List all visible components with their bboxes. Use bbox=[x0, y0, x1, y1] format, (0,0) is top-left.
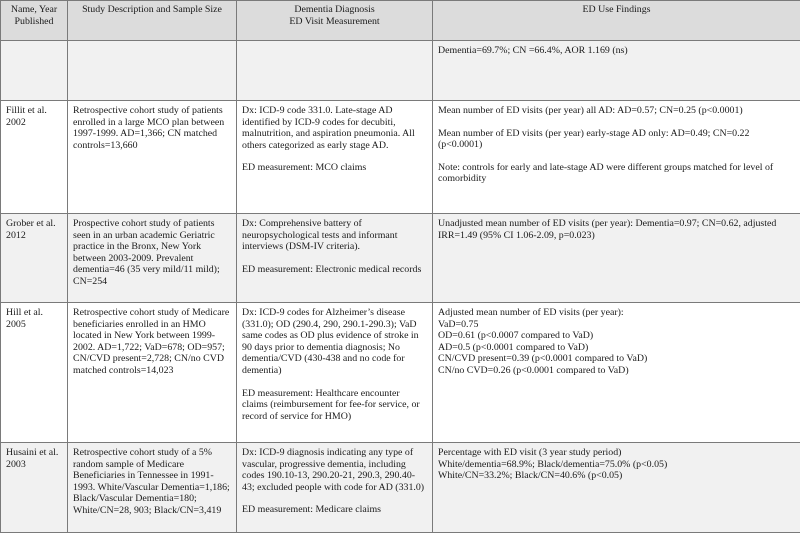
cell-findings: Percentage with ED visit (3 year study period) White/dementia=68.9%; Black/dementia=75.0% (p<0.05) White/CN=33.2%; Black/CN=40.6% (p<0.05) bbox=[433, 443, 800, 533]
cell-name: Grober et al. 2012 bbox=[1, 214, 68, 303]
cell-name bbox=[1, 41, 68, 101]
cell-findings: Adjusted mean number of ED visits (per year): VaD=0.75 OD=0.61 (p<0.0007 compared to VaD) AD=0.5 (p<0.0001 compared to VaD) CN/CVD present=0.39 (p<0.0001 compared to VaD) CN/no CVD=0.26 (p<0.0001 compared to VaD) bbox=[433, 303, 800, 443]
cell-diagnosis: Dx: ICD-9 diagnosis indicating any type of vascular, progressive dementia, including codes 190.10-13, 290.20-21, 290.3, 290.40-43; excluded people with code for AD (331.0) ED measurement: Medicare claims bbox=[237, 443, 433, 533]
cell-name: Husaini et al. 2003 bbox=[1, 443, 68, 533]
cell-study: Prospective cohort study of patients seen in an urban academic Geriatric practice in the Bronx, New York between 2003-2009. Prevalent dementia=46 (35 very mild/11 mild); CN=254 bbox=[68, 214, 237, 303]
header-study-description: Study Description and Sample Size bbox=[68, 1, 237, 41]
cell-name: Fillit et al. 2002 bbox=[1, 101, 68, 214]
cell-diagnosis: Dx: Comprehensive battery of neuropsychological tests and informant interviews (DSM-IV criteria). ED measurement: Electronic medical records bbox=[237, 214, 433, 303]
cell-diagnosis: Dx: ICD-9 code 331.0. Late-stage AD identified by ICD-9 codes for decubiti, malnutrition, and aspiration pneumonia. All others categorized as early stage AD. ED measurement: MCO claims bbox=[237, 101, 433, 214]
cell-findings: Dementia=69.7%; CN =66.4%, AOR 1.169 (ns) bbox=[433, 41, 800, 101]
cell-diagnosis: Dx: ICD-9 codes for Alzheimer’s disease (331.0); OD (290.4, 290, 290.1-290.3); VaD same codes as OD plus evidence of stroke in 90 days prior to dementia diagnosis; No dementia/CVD (430-438 and no code for dementia) ED measurement: Healthcare encounter claims (reimbursement for fee-for service, or record of service for HMO) bbox=[237, 303, 433, 443]
table-row bbox=[1, 214, 800, 303]
table-row bbox=[1, 443, 800, 533]
table-row bbox=[1, 41, 800, 101]
cell-study: Retrospective cohort study of patients enrolled in a large MCO plan between 1997-1999. AD=1,366; CN matched controls=13,660 bbox=[68, 101, 237, 214]
table-row bbox=[1, 303, 800, 443]
cell-study bbox=[68, 41, 237, 101]
header-name-year: Name, Year Published bbox=[1, 1, 68, 41]
cell-name: Hill et al. 2005 bbox=[1, 303, 68, 443]
header-dementia-diagnosis: Dementia Diagnosis ED Visit Measurement bbox=[237, 1, 433, 41]
header-ed-use-findings: ED Use Findings bbox=[433, 1, 800, 41]
cell-diagnosis bbox=[237, 41, 433, 101]
cell-study: Retrospective cohort study of Medicare beneficiaries enrolled in an HMO located in New York between 1999-2002. AD=1,722; VaD=678; OD=957; CN/CVD present=2,728; CN/no CVD matched controls=14,023 bbox=[68, 303, 237, 443]
cell-findings: Mean number of ED visits (per year) all AD: AD=0.57; CN=0.25 (p<0.0001) Mean number of ED visits (per year) early-stage AD only: AD=0.49; CN=0.22 (p<0.0001) Note: controls for early and late-stage AD were different groups matched for level of comorbidity bbox=[433, 101, 800, 214]
cell-study: Retrospective cohort study of a 5% random sample of Medicare Beneficiaries in Tennessee in 1991-1993. White/Vascular Dementia=1,186; Black/Vascular Dementia=180; White/CN=28, 903; Black/CN=3,419 bbox=[68, 443, 237, 533]
table-row bbox=[1, 101, 800, 214]
header-row bbox=[1, 1, 800, 41]
cell-findings: Unadjusted mean number of ED visits (per year): Dementia=0.97; CN=0.62, adjusted IRR=1.49 (95% CI 1.06-2.09, p=0.023) bbox=[433, 214, 800, 303]
